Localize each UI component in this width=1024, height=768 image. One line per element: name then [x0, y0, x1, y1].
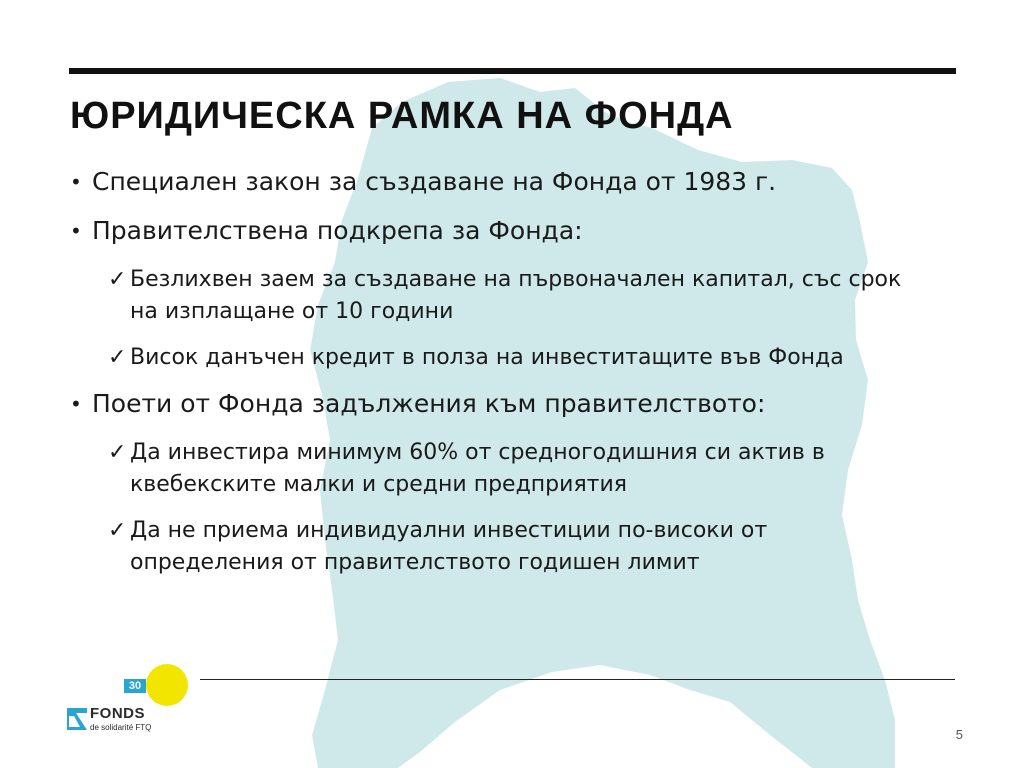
- bottom-rule: [200, 679, 955, 680]
- check-icon: ✓: [108, 440, 127, 465]
- page-number: 5: [955, 727, 963, 742]
- fonds-ftq-logo: [66, 662, 196, 738]
- anniversary-ball-icon: [146, 664, 188, 706]
- logo-subtitle: de solidarité FTQ: [90, 723, 152, 732]
- top-rule: [69, 68, 956, 74]
- fonds-mark-icon: [66, 707, 88, 731]
- bullet-text: Поети от Фонда задължения към правителството:: [92, 389, 766, 418]
- bullet-text: Специален закон за създаване на Фонда от 1983 г.: [92, 167, 777, 196]
- sub-item-text: Да инвестира минимум 60% от средногодишния си актив в квебекските малки и средни предприятия: [130, 440, 825, 497]
- anniversary-badge: 30: [124, 679, 146, 693]
- bullet-item: [70, 215, 960, 247]
- check-icon: ✓: [108, 518, 127, 543]
- bullet-item: [70, 166, 960, 198]
- bullet-dot: •: [70, 392, 82, 416]
- slide-title: ЮРИДИЧЕСКА РАМКА НА ФОНДА: [70, 95, 734, 137]
- bullet-dot: •: [70, 170, 82, 194]
- bullet-item: [70, 388, 960, 420]
- sub-item: [108, 437, 960, 501]
- check-icon: ✓: [108, 267, 127, 292]
- sub-item: [108, 515, 960, 579]
- bullet-dot: •: [70, 219, 82, 243]
- sub-item-text: Безлихвен заем за създаване на първоначален капитал, със срок на изплащане от 10 години: [130, 267, 902, 324]
- sub-item-text: Да не приема индивидуални инвестиции по-високи от определения от правителството годишен лимит: [130, 518, 768, 575]
- sub-item: [108, 342, 960, 374]
- bullet-list: [70, 166, 960, 593]
- check-icon: ✓: [108, 345, 127, 370]
- sub-item-text: Висок данъчен кредит в полза на инвеститащите във Фонда: [130, 345, 844, 370]
- bullet-text: Правителствена подкрепа за Фонда:: [92, 216, 583, 245]
- logo-wordmark: FONDS: [90, 705, 145, 722]
- sub-item: [108, 264, 960, 328]
